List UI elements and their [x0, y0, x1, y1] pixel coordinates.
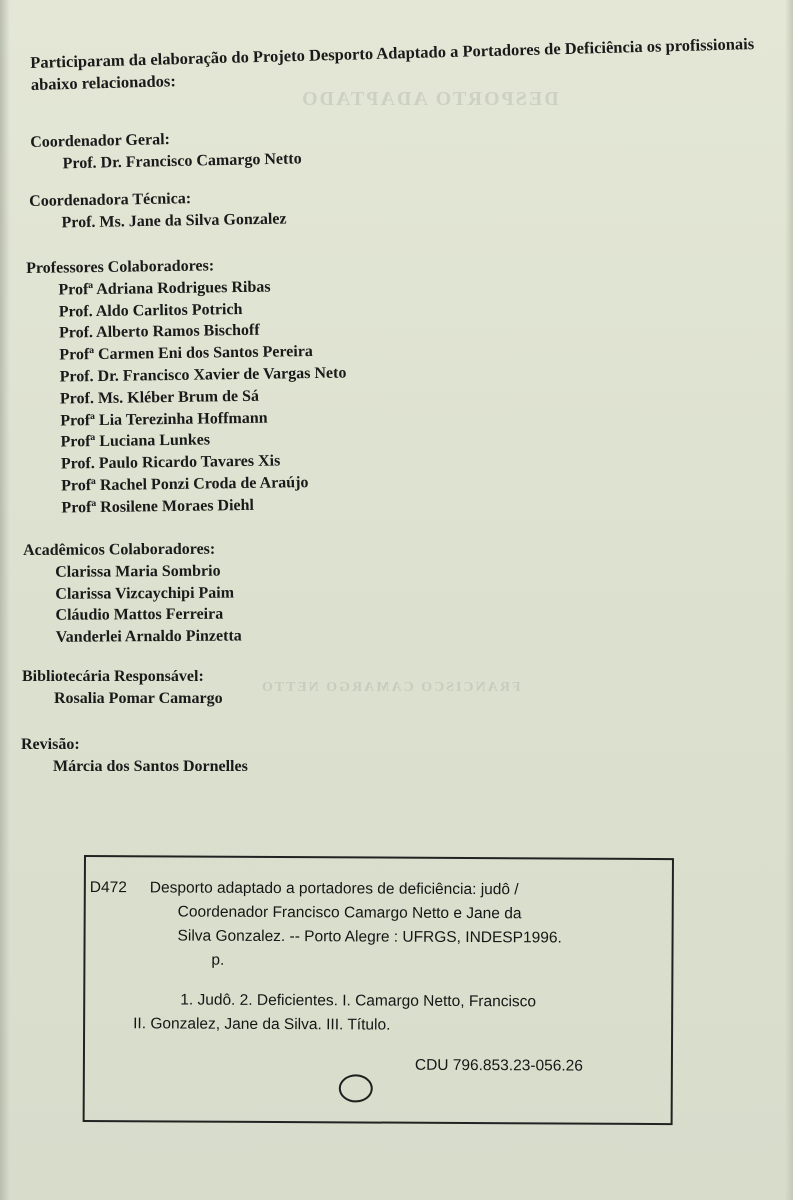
bleed-through-text: FRANCISCO CAMARGO NETTO: [260, 680, 521, 695]
section-heading: Coordenadora Técnica:: [29, 190, 192, 210]
member-name: Cláudio Mattos Ferreira: [55, 605, 224, 625]
page-edge-shadow: [0, 0, 10, 1200]
section-revisao: [21, 734, 248, 778]
member-name: Profª Lia Terezinha Hoffmann: [60, 409, 268, 430]
member-name: Vanderlei Arnaldo Pinzetta: [55, 627, 242, 646]
member-name: Clarissa Vizcaychipi Paim: [55, 584, 235, 603]
member-name: Rosalia Pomar Camargo: [54, 689, 223, 707]
circle-mark-icon: [339, 1074, 373, 1102]
member-name: Clarissa Maria Sombrio: [55, 562, 221, 581]
catalog-cdu-number: CDU 796.853.23-056.26: [414, 1056, 583, 1075]
page-edge-shadow-right: [785, 0, 793, 1200]
catalog-subjects-line: II. Gonzalez, Jane da Silva. III. Título.: [133, 1015, 391, 1034]
section-bibliotecaria: [22, 666, 223, 710]
section-heading: Coordenador Geral:: [30, 131, 171, 151]
catalog-subjects-line: 1. Judô. 2. Deficientes. I. Camargo Netto, Francisco: [180, 991, 537, 1011]
catalog-card: [83, 855, 674, 1125]
member-name: Profª Luciana Lunkes: [60, 431, 211, 451]
member-name: Prof. Dr. Francisco Xavier de Vargas Neto: [59, 364, 347, 386]
member-name: Prof. Paulo Ricardo Tavares Xis: [60, 452, 281, 473]
catalog-title-line: Desporto adaptado a portadores de deficiência: judô /: [149, 879, 519, 899]
member-name: Prof. Aldo Carlitos Potrich: [58, 300, 243, 321]
member-name: Profª Rosilene Moraes Diehl: [61, 496, 255, 517]
section-heading: Professores Colaboradores:: [26, 257, 215, 277]
member-name: Profª Adriana Rodrigues Ribas: [58, 278, 271, 299]
section-coordenadora-tecnica: [29, 187, 287, 235]
bleed-through-text: DESPORTO ADAPTADO: [300, 88, 559, 110]
section-academicos-colaboradores: [23, 538, 242, 649]
member-name: Prof. Dr. Francisco Camargo Netto: [62, 150, 302, 173]
member-name: Prof. Alberto Ramos Bischoff: [58, 322, 260, 342]
section-heading: Revisão:: [21, 736, 80, 753]
member-name: Márcia dos Santos Dornelles: [53, 757, 248, 775]
section-coordenador-geral: [30, 126, 302, 175]
catalog-authors-line: Coordenador Francisco Camargo Netto e Jane da: [177, 903, 522, 923]
section-heading: Acadêmicos Colaboradores:: [23, 540, 216, 559]
member-name: Profª Rachel Ponzi Croda de Araújo: [61, 474, 309, 495]
member-name: Profª Carmen Eni dos Santos Pereira: [59, 343, 313, 364]
member-name: Prof. Ms. Kléber Brum de Sá: [59, 387, 260, 408]
section-heading: Bibliotecária Responsável:: [22, 668, 204, 685]
catalog-imprint-line: Silva Gonzalez. -- Porto Alegre : UFRGS, INDESP1996.: [177, 927, 562, 947]
section-professores-colaboradores: [26, 254, 348, 520]
member-name: Prof. Ms. Jane da Silva Gonzalez: [61, 210, 287, 232]
intro-paragraph: Participaram da elaboração do Projeto Desporto Adaptado a Portadores de Deficiência os profissionais abaixo relacionados:: [30, 34, 755, 94]
catalog-code: D472: [89, 879, 127, 897]
catalog-pages-line: p.: [211, 951, 225, 969]
